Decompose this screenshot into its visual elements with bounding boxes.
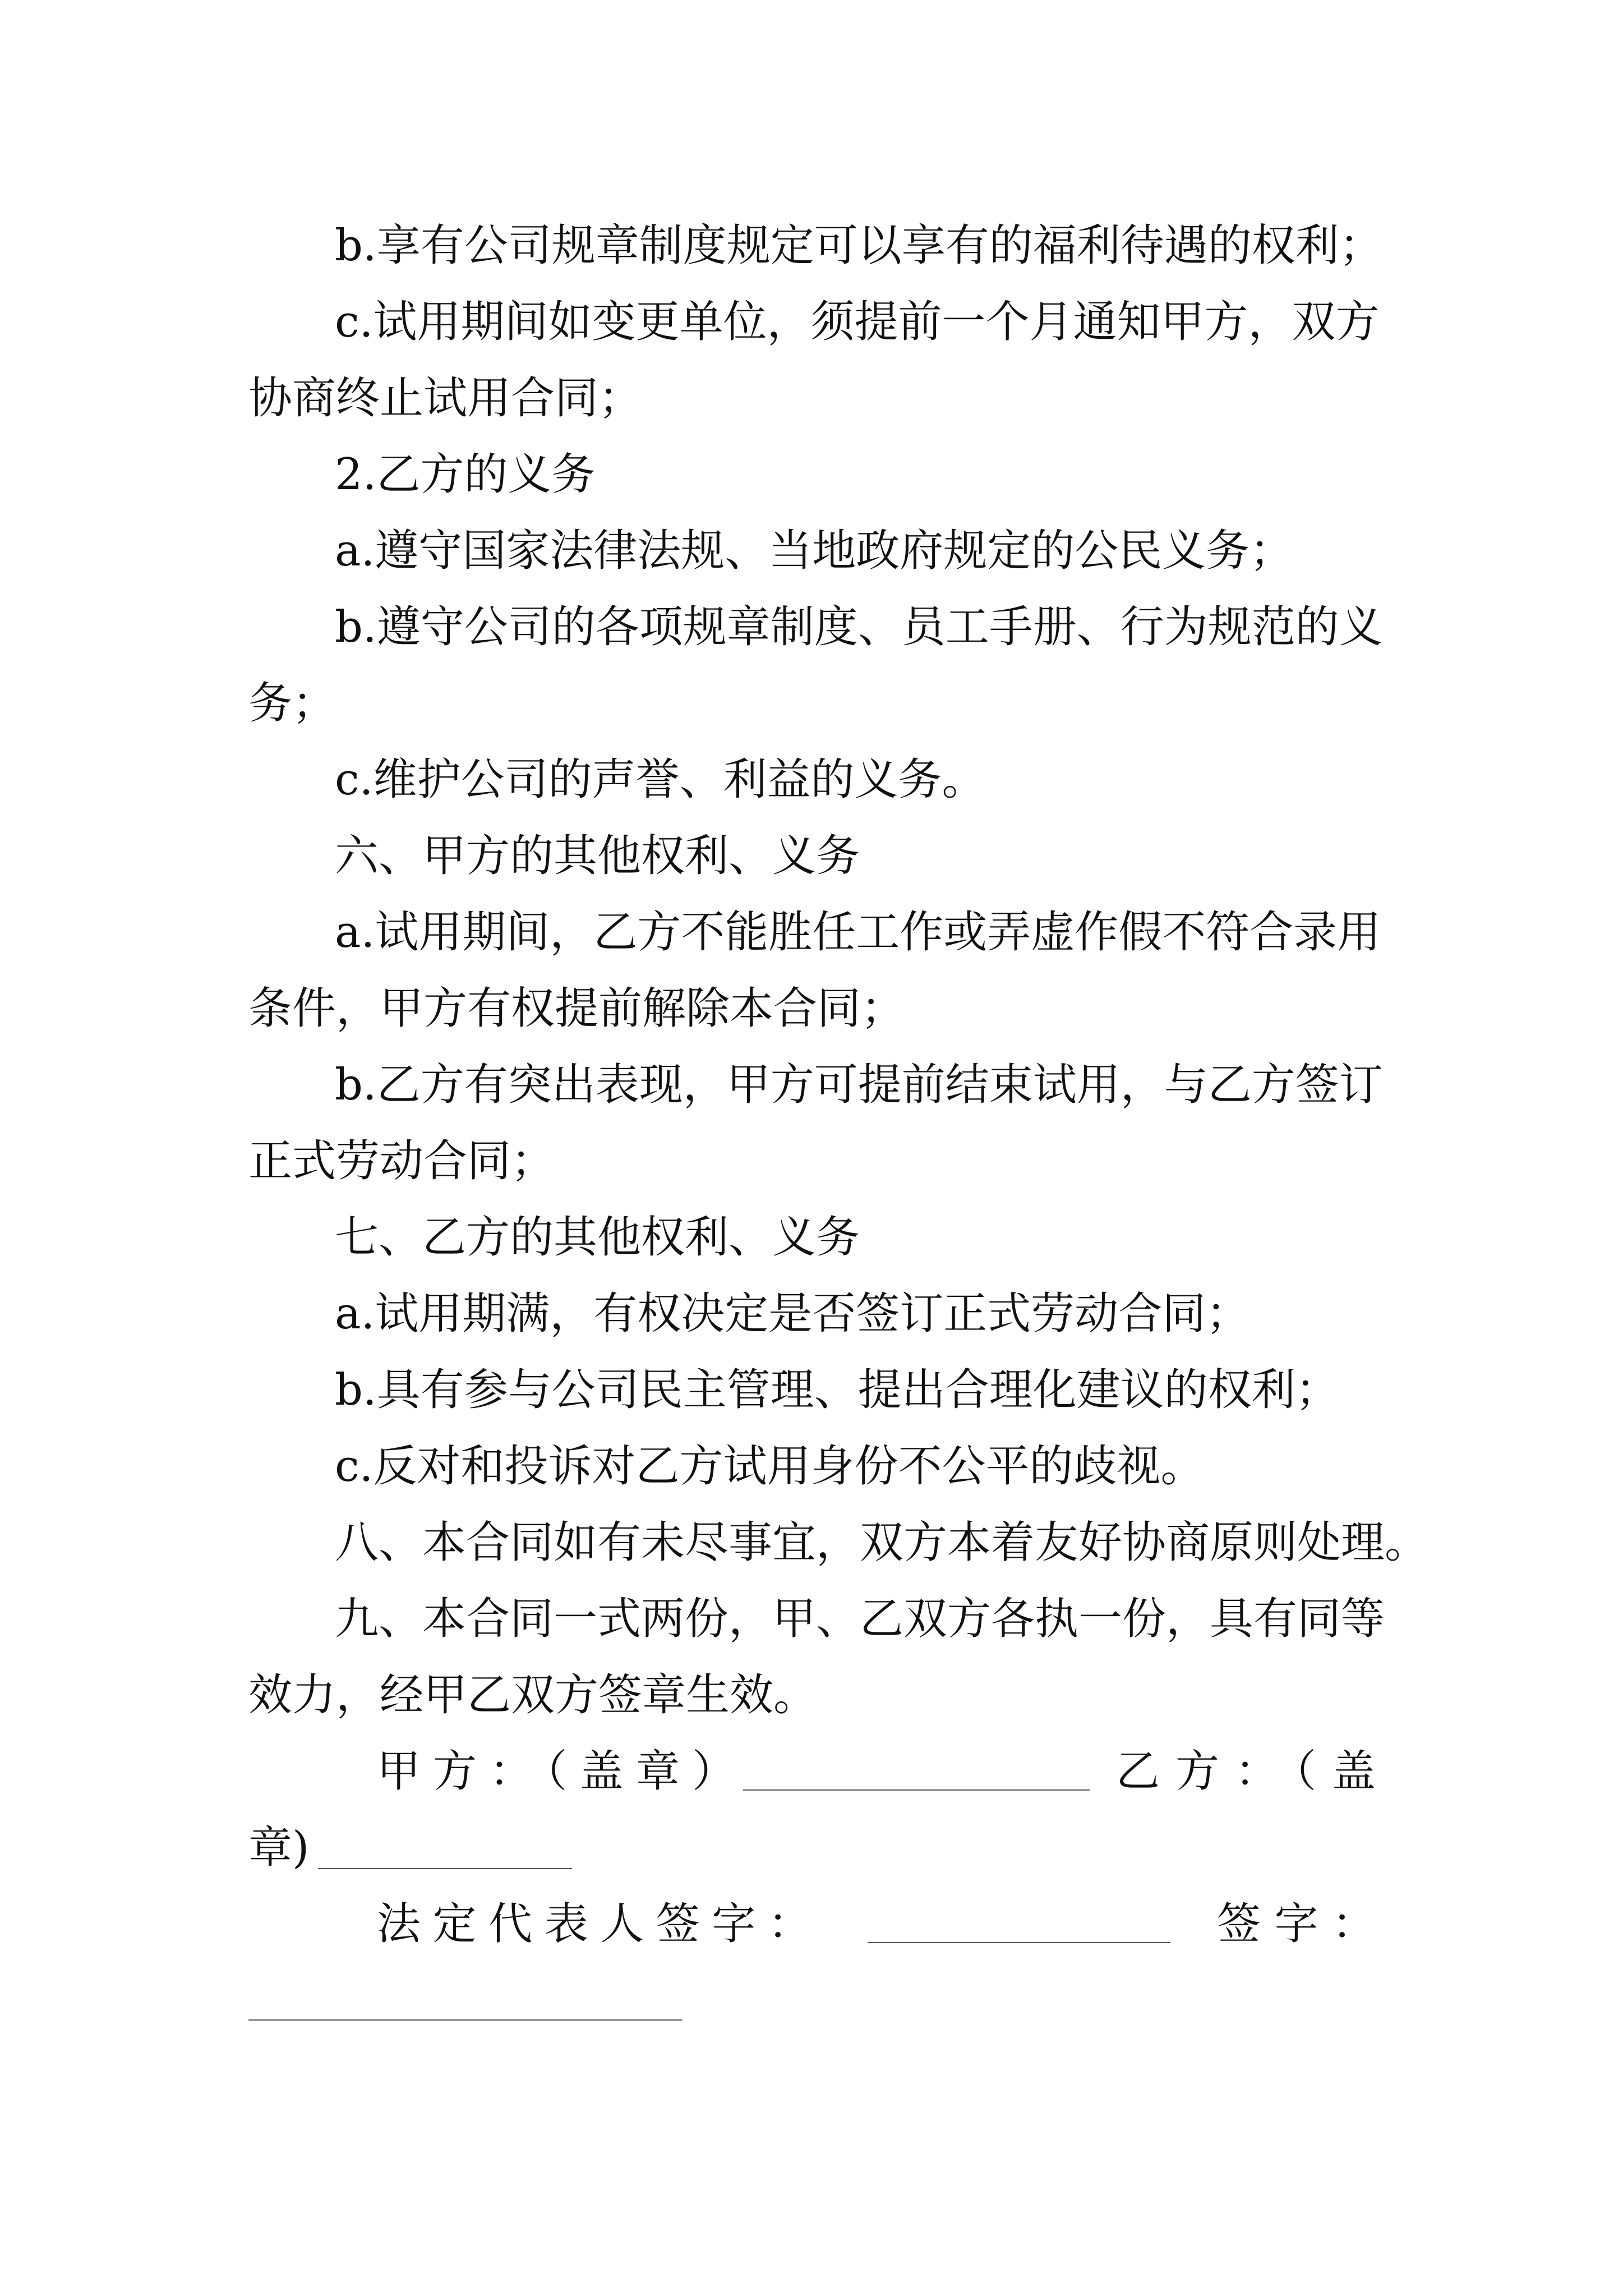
paragraph-line: c.维护公司的声誉、利益的义务。 [335,754,986,805]
paragraph-line: a.遵守国家法律法规、当地政府规定的公民义务； [335,526,1294,576]
paragraph-line: 八、本合同如有未尽事宜，双方本着友好协商原则处理。 [335,1517,1429,1568]
paragraph-line: b.享有公司规章制度规定可以享有的福利待遇的权利； [335,220,1383,271]
paragraph-line: c.试用期间如变更单位，须提前一个月通知甲方，双方 [335,297,1380,347]
party-b-signature-line [318,1868,572,1869]
paragraph-line: 正式劳动合同； [248,1136,555,1186]
section-heading: 六、甲方的其他权利、义务 [335,831,860,881]
section-heading: 七、乙方的其他权利、义务 [335,1212,860,1263]
party-a-signature-line [743,1789,1090,1791]
paragraph-line: a.试用期满，有权决定是否签订正式劳动合同； [335,1289,1250,1339]
paragraph-line: a.试用期间，乙方不能胜任工作或弄虚作假不符合录用 [335,907,1381,958]
party-a-seal-label: 甲方：（盖章） [377,1746,736,1797]
paragraph-line: 条件，甲方有权提前解除本合同； [248,983,905,1034]
paragraph-line: b.具有参与公司民主管理、提出合理化建议的权利； [335,1365,1339,1415]
party-b-seal-label-cont: 章) [248,1823,310,1873]
paragraph-line: c.反对和投诉对乙方试用身份不公平的歧视。 [335,1441,1205,1492]
paragraph-line: b.乙方有突出表现，甲方可提前结束试用，与乙方签订 [335,1060,1383,1110]
paragraph-line: 效力，经甲乙双方签章生效。 [248,1670,818,1720]
sign-label: 签字： [1217,1899,1376,1949]
legal-representative-signature-line [868,1942,1170,1943]
paragraph-line: 九、本合同一式两份，甲、乙双方各执一份，具有同等 [335,1594,1385,1644]
paragraph-line: b.遵守公司的各项规章制度、员工手册、行为规范的义 [335,602,1383,652]
paragraph-line: 协商终止试用合同； [248,373,643,424]
party-b-seal-label: 乙方：（盖 [1116,1746,1376,1797]
paragraph-line: 务； [248,678,336,729]
signature-line [248,2019,682,2021]
legal-representative-label: 法定代表人签字： [377,1899,811,1949]
section-heading: 2.乙方的义务 [335,449,596,500]
